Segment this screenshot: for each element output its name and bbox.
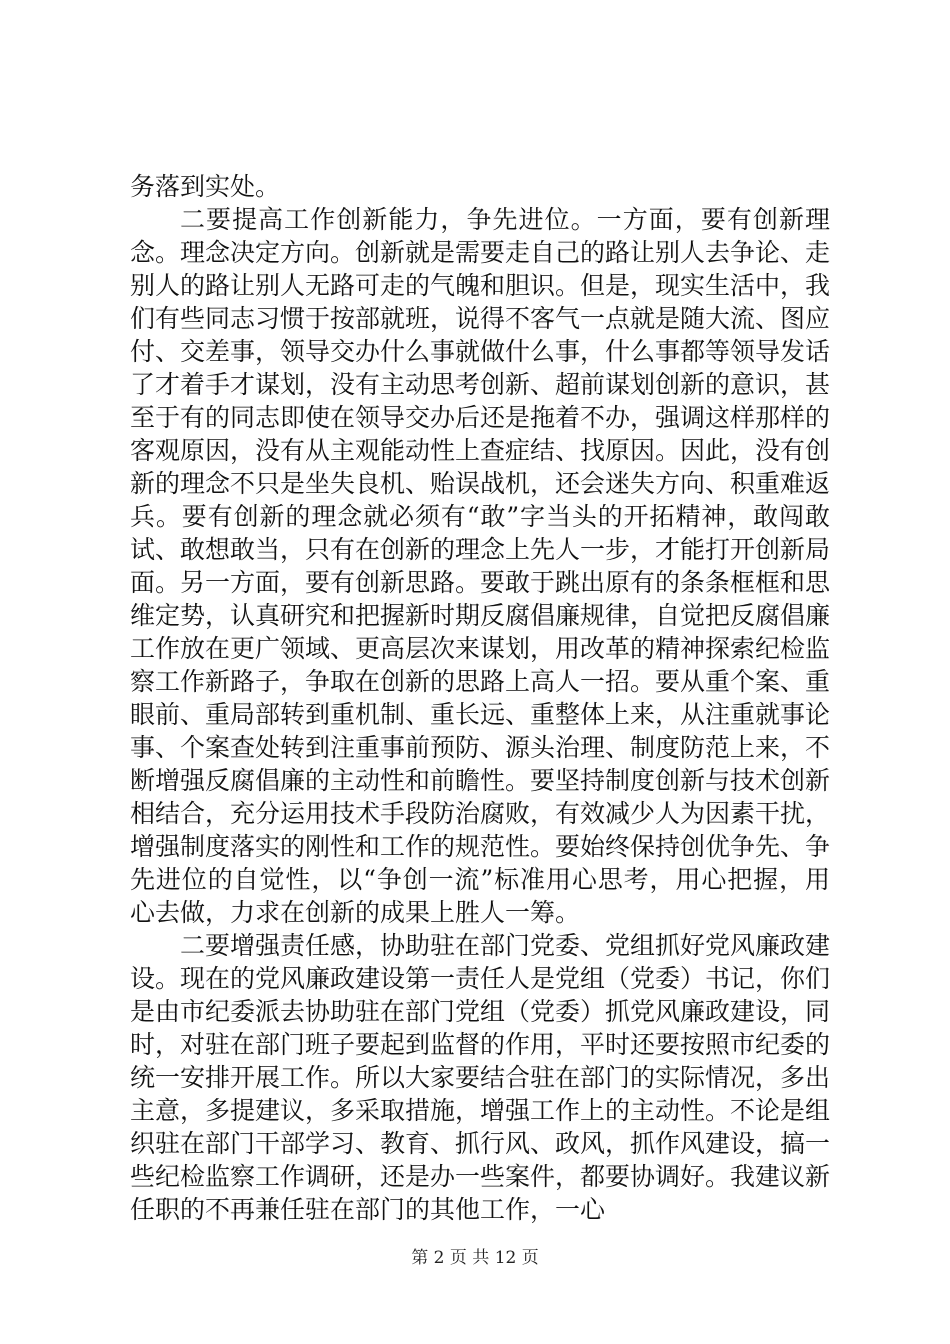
body-text [130,170,830,1226]
paragraph-continuation: 务落到实处。 [130,172,281,201]
paragraph-responsibility: 二要增强责任感，协助驻在部门党委、党组抓好党风廉政建设。现在的党风廉政建设第一责任人是党组（党委）书记，你们是由市纪委派去协助驻在部门党组（党委）抓党风廉政建设，同时，对驻在部门班子要起到监督的作用，平时还要按照市纪委的统一安排开展工作。所以大家要结合驻在部门的实际情况，多出主意，多提建议，多采取措施，增强工作上的主动性。不论是组织驻在部门干部学习、教育、抓行风、政风，抓作风建设，搞一些纪检监察工作调研，还是办一些案件，都要协调好。我建议新任职的不再兼任驻在部门的其他工作，一心 [130,931,831,1224]
page-number-footer: 第 2 页 共 12 页 [411,1248,539,1268]
paragraph-innovation: 二要提高工作创新能力，争先进位。一方面，要有创新理念。理念决定方向。创新就是需要走自己的路让别人去争论、走别人的路让别人无路可走的气魄和胆识。但是，现实生活中，我们有些同志习惯于按部就班，说得不客气一点就是随大流、图应付、交差事，领导交办什么事就做什么事，什么事都等领导发话了才着手才谋划，没有主动思考创新、超前谋划创新的意识，甚至于有的同志即使在领导交办后还是拖着不办，强调这样那样的客观原因，没有从主观能动性上查症结、找原因。因此，没有创新的理念不只是坐失良机、贻误战机，还会迷失方向、积重难返兵。要有创新的理念就必须有“敢”字当头的开拓精神，敢闯敢试、敢想敢当，只有在创新的理念上先人一步，才能打开创新局面。另一方面，要有创新思路。要敢于跳出原有的条条框框和思维定势，认真研究和把握新时期反腐倡廉规律，自觉把反腐倡廉工作放在更广领域、更高层次来谋划，用改革的精神探索纪检监察工作新路子，争取在创新的思路上高人一招。要从重个案、重眼前、重局部转到重机制、重长远、重整体上来，从注重就事论事、个案查处转到注重事前预防、源头治理、制度防范上来，不断增强反腐倡廉的主动性和前瞻性。要坚持制度创新与技术创新相结合，充分运用技术手段防治腐败，有效减少人为因素干扰，增强制度落实的刚性和工作的规范性。要始终保持创优争先、争先进位的自觉性，以“争创一流”标准用心思考，用心把握，用心去做，力求在创新的成果上胜人一筹。 [130,205,831,927]
